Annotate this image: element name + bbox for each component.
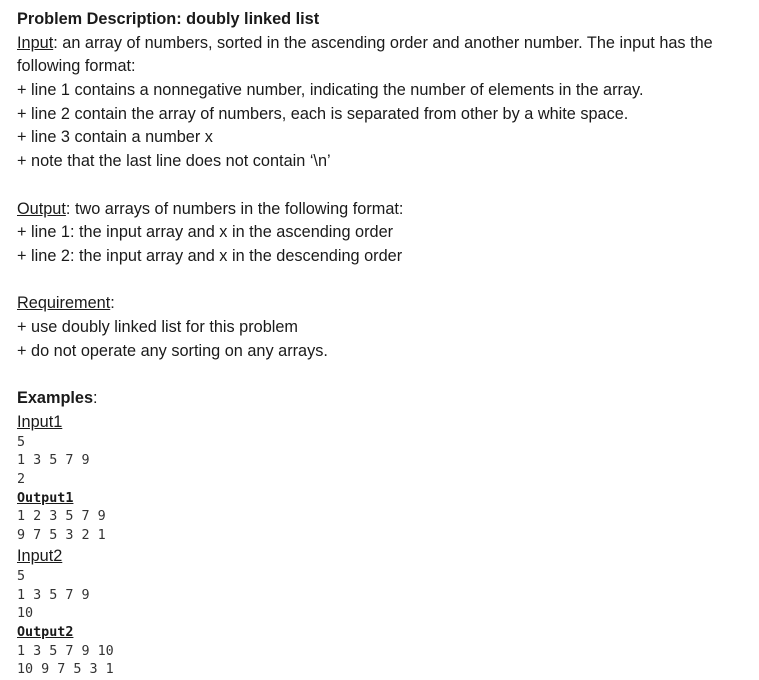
input-label: Input (17, 33, 54, 52)
example-input2-label: Input2 (17, 547, 63, 566)
output-text: : two arrays of numbers in the following format: (65, 199, 404, 218)
example-input1-label: Input1 (17, 412, 63, 431)
input-text: : an array of numbers, sorted in the ascending order and another number. The input has the following format: (17, 33, 713, 76)
requirement-description (17, 292, 752, 316)
output-item: + line 1: the input array and x in the ascending order (17, 223, 394, 242)
example-output2-line: 10 9 7 5 3 1 (17, 662, 114, 678)
output-description (17, 198, 752, 222)
examples-heading (17, 387, 752, 411)
example-input1-line: 1 3 5 7 9 (17, 453, 90, 469)
requirement-item: + use doubly linked list for this problem (17, 317, 298, 336)
spacer (17, 174, 752, 198)
example-output1-line: 9 7 5 3 2 1 (17, 527, 106, 543)
example-input2-line: 5 (17, 569, 26, 585)
input-item: + note that the last line does not contain ‘\n’ (17, 152, 331, 171)
problem-title: Problem Description: doubly linked list (17, 10, 320, 28)
requirement-item: + do not operate any sorting on any arrays. (17, 341, 328, 360)
examples-label: Examples (17, 389, 94, 408)
example-input2-line: 10 (17, 606, 34, 622)
input-description (17, 32, 752, 79)
example-output2-label: Output2 (17, 625, 74, 641)
input-item: + line 3 contain a number x (17, 128, 213, 147)
examples-colon: : (93, 389, 98, 408)
example-input2-line: 1 3 5 7 9 (17, 587, 90, 603)
requirement-text: : (110, 294, 115, 313)
output-item: + line 2: the input array and x in the descending order (17, 246, 403, 265)
example-input1-line: 2 (17, 471, 26, 487)
input-item: + line 1 contains a nonnegative number, indicating the number of elements in the array. (17, 81, 644, 100)
example-output1-label: Output1 (17, 490, 74, 506)
input-item: + line 2 contain the array of numbers, each is separated from other by a white space. (17, 104, 629, 123)
example-input1-line: 5 (17, 434, 26, 450)
example-output2-line: 1 3 5 7 9 10 (17, 643, 114, 659)
example-output1-line: 1 2 3 5 7 9 (17, 509, 106, 525)
spacer (17, 269, 752, 293)
output-label: Output (17, 199, 66, 218)
problem-document (17, 8, 752, 680)
requirement-label: Requirement (17, 294, 111, 313)
spacer (17, 363, 752, 387)
